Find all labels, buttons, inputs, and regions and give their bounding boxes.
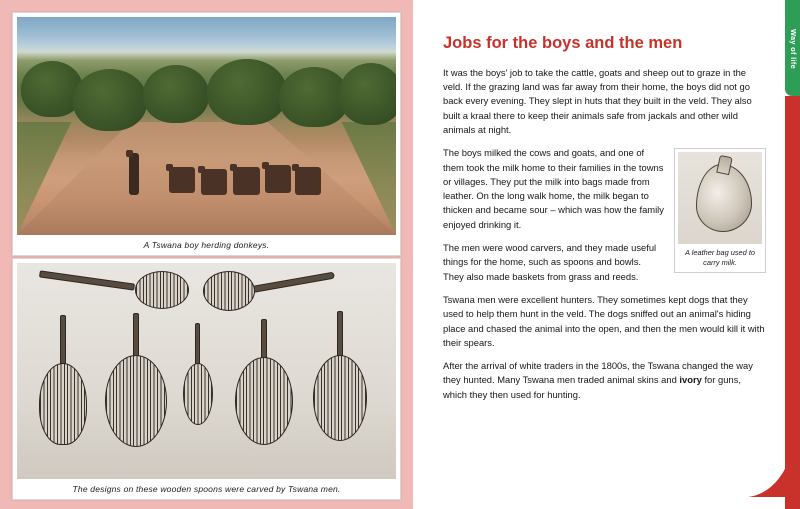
- paragraph: It was the boys' job to take the cattle, goats and sheep out to graze in the veld. If the grazing land was far away from their home, the boys did not go back every evening. They slept in huts that they built in the veld. They also built a kraal there to keep their animals safe from jackals and other wild animals at night.: [443, 66, 752, 135]
- figure-donkeys: [12, 12, 401, 256]
- photo-spoons-image: [17, 263, 396, 479]
- donkey-figure: [295, 167, 321, 195]
- donkey-figure: [265, 165, 291, 193]
- person-figure: [129, 153, 139, 195]
- keyword-ivory: ivory: [679, 374, 702, 386]
- edge-tab-strip: [785, 0, 800, 509]
- figure-caption-donkeys: A Tswana boy herding donkeys.: [143, 240, 270, 250]
- figure-spoons: [12, 258, 401, 500]
- page-title: Jobs for the boys and the men: [443, 34, 683, 52]
- leather-bag-image: [678, 152, 762, 244]
- paragraph-text-before: After the arrival of white traders in the 1800s, the Tswana changed the way they hunted. Many Tswana men traded animal skins and: [443, 360, 753, 386]
- tree-icon: [207, 59, 287, 125]
- paragraph: Tswana men were excellent hunters. They sometimes kept dogs that they used to help them hunt in the veld. The dogs sniffed out an animal's hiding place and chased the animal into the open, and then the men would kill it with their spears.: [443, 293, 765, 348]
- donkey-figure: [169, 167, 195, 193]
- paragraph: The boys milked the cows and goats, and one of them took the milk home to their families in the towns or villages. They put the milk into bags made from leather. On the long walk home, the milk began to thicken and became sour – which was how the family enjoyed drinking it.: [443, 147, 664, 230]
- edge-tab-green[interactable]: [785, 0, 800, 96]
- paragraph-text-after: for guns, which they then used for hunting.: [443, 374, 741, 400]
- tree-icon: [339, 63, 396, 125]
- paragraph: The men were wood carvers, and they made useful things for the home, such as spoons and bowls. They also made baskets from grass and reeds.: [443, 242, 657, 282]
- article-body: [443, 66, 766, 402]
- photo-donkeys-image: [17, 17, 396, 235]
- donkey-figure: [201, 169, 227, 195]
- tree-icon: [143, 65, 209, 123]
- donkey-figure: [233, 167, 260, 195]
- edge-tab-red: [785, 96, 800, 509]
- figure-caption-leather-bag: A leather bag used to carry milk.: [685, 248, 755, 268]
- edge-tab-label: Way of life: [789, 29, 798, 69]
- right-page: [413, 0, 800, 509]
- leather-bag-shape: [696, 164, 752, 232]
- paragraph-with-keyword: [443, 359, 766, 402]
- figure-leather-bag: [674, 148, 766, 273]
- page-number: 21: [760, 467, 778, 484]
- tree-icon: [73, 69, 147, 131]
- figure-caption-spoons: The designs on these wooden spoons were carved by Tswana men.: [72, 484, 341, 494]
